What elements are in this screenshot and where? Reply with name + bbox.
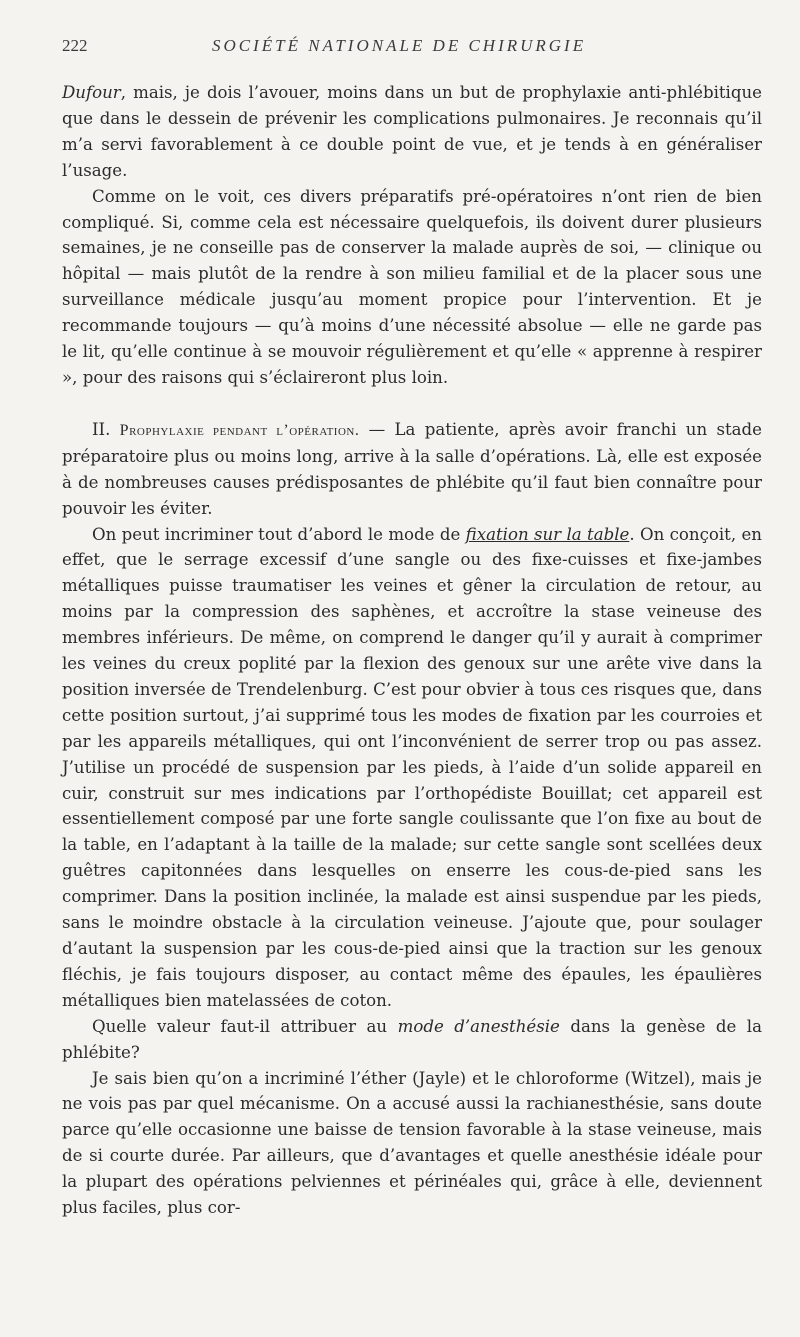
section-numeral: II.: [92, 419, 111, 439]
anesthesia-question-lead: Quelle valeur faut-il attribuer au: [92, 1016, 398, 1036]
paragraph-1-text: , mais, je dois l’avouer, moins dans un but de prophylaxie anti-phlébitique que dans le dessein de prévenir les complications pulmonaires. Je reconnais qu’il m’a servi favorablement à ce double point de vue, et je tends à en généraliser l’usage.: [62, 83, 762, 180]
running-title: SOCIÉTÉ NATIONALE DE CHIRURGIE: [212, 36, 587, 55]
paragraph-fixation-body: . On conçoit, en effet, que le serrage excessif d’une sangle ou des fixe-cuisses et fixe-jambes métalliques puisse traumatiser les veines et gêner la circulation de retour, au moins par la compression des saphènes, et accroître la stase veineuse des membres inférieurs. De même, on comprend le danger qu’il y aurait à comprimer les veines du creux poplité par la flexion des genoux sur une arête vive dans la position inversée de Trendelenburg. C’est pour obvier à tous ces risques que, dans cette position surtout, j’ai supprimé tous les modes de fixation par les courroies et par les appareils métalliques, qui ont l’inconvénient de serrer trop ou pas assez. J’utilise un procédé de suspension par les pieds, à l’aide d’un solide appareil en cuir, construit sur mes indications par l’orthopédiste Bouillat; cet appareil est essentiellement composé par une forte sangle coulissante que l’on fixe au bout de la table, en l’adaptant à la taille de la malade; sur cette sangle sont scellées deux guêtres capitonnées dans lesquelles on enserre les cous-de-pied sans les comprimer. Dans la position inclinée, la malade est ainsi suspendue par les pieds, sans le moindre obstacle à la circulation veineuse. J’ajoute que, pour soulager d’autant la suspension par les cous-de-pied ainsi que la traction sur les genoux fléchis, je fais toujours disposer, au contact même des épaules, les épaulières métalliques bien matelassées de coton.: [62, 524, 762, 1010]
paragraph-anesthesia-question: [62, 1014, 762, 1066]
section-ii-text: — La patiente, après avoir franchi un stade préparatoire plus ou moins long, arrive à la salle d’opérations. Là, elle est exposée à de nombreuses causes prédisposantes de phlébite qu’il faut bien connaître pour pouvoir les éviter.: [62, 419, 762, 518]
paragraph-2: Comme on le voit, ces divers préparatifs pré-opératoires n’ont rien de bien compliqué. Si, comme cela est nécessaire quelquefois, ils doivent durer plusieurs semaines, je ne conseille pas de conserver la malade auprès de soi, — clinique ou hôpital — mais plutôt de la rendre à son milieu familial et de la placer sous une surveillance médicale jusqu’au moment propice pour l’intervention. Et je recommande toujours — qu’à moins d’une nécessité absolue — elle ne garde pas le lit, qu’elle continue à se mouvoir régulièrement et qu’elle « apprenne à respirer », pour des raisons qui s’éclaireront plus loin.: [62, 186, 762, 387]
paragraph-1: [62, 80, 762, 184]
anesthesia-term: mode d’anesthésie: [397, 1016, 560, 1036]
section-gap: [62, 391, 762, 417]
paragraph-anesthesia-discussion: Je sais bien qu’on a incriminé l’éther (Jayle) et le chloroforme (Witzel), mais je ne vois pas par quel mécanisme. On a accusé aussi la rachianesthésie, sans doute parce qu’elle occasionne une baisse de tension favorable à la stase veineuse, mais de si courte durée. Par ailleurs, que d’avantages et quelle anesthésie idéale pour la plupart des opérations pelviennes et périnéales qui, grâce à elle, deviennent plus faciles, plus cor-: [62, 1068, 762, 1218]
page-header: [62, 36, 762, 70]
paragraph-fixation-lead: On peut incriminer tout d’abord le mode de: [92, 524, 466, 544]
page-number: 222: [62, 36, 88, 55]
anesthesia-question-end: dans la genèse de la phlébite?: [62, 1016, 763, 1062]
section-ii-paragraph: [62, 417, 762, 522]
author-name: Dufour: [62, 83, 121, 102]
fixation-term: fixation sur la table: [465, 524, 630, 544]
section-heading: Prophylaxie pendant l’opération.: [119, 421, 360, 439]
paragraph-fixation: [62, 522, 762, 1014]
